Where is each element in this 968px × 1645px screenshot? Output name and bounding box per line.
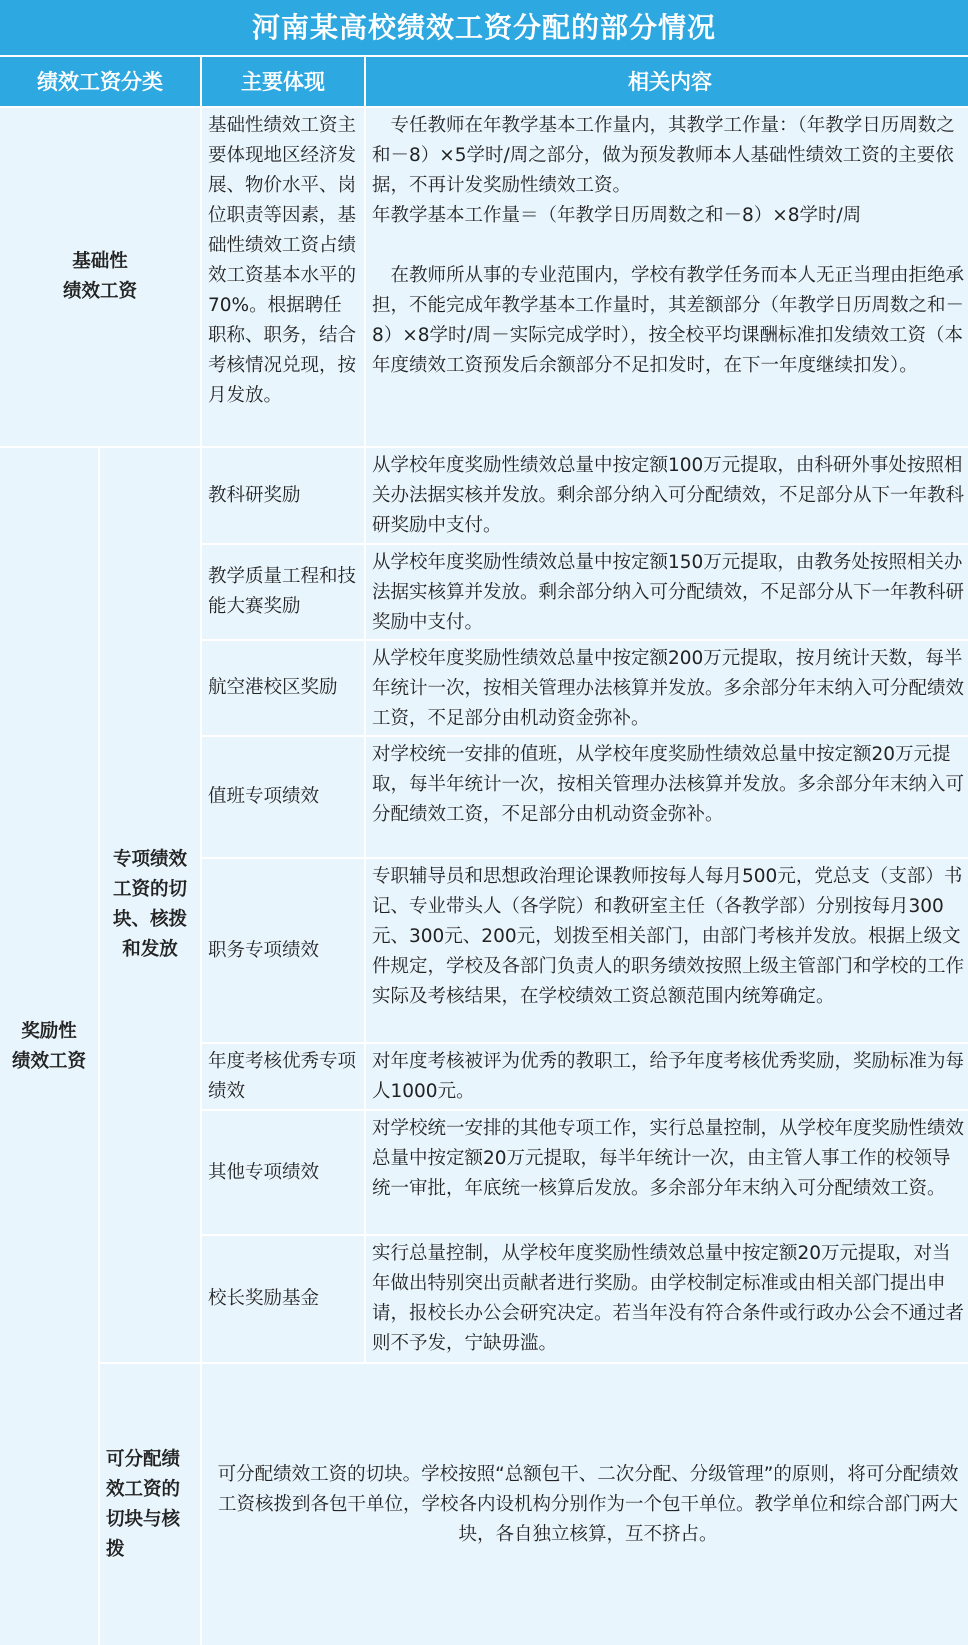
special-group-label: 专项绩效工资的切块、核拨和发放 xyxy=(100,448,200,1362)
item-name: 教学质量工程和技能大赛奖励 xyxy=(202,545,364,639)
item-name: 航空港校区奖励 xyxy=(202,641,364,735)
header-embodiment: 主要体现 xyxy=(202,57,364,106)
basic-content-p1: 专任教师在年教学基本工作量内，其教学工作量：（年教学日历周数之和－8）×5学时/周之部分，做为预发教师本人基础性绩效工资的主要依据，不再计发奖励性绩效工资。 xyxy=(372,115,955,196)
allocable-content: 可分配绩效工资的切块。学校按照“总额包干、二次分配、分级管理”的原则，将可分配绩效工资核拨到各包干单位，学校各内设机构分别作为一个包干单位。教学单位和综合部门两大块，各自独立核算，互不挤占。 xyxy=(202,1364,968,1645)
item-name: 职务专项绩效 xyxy=(202,859,364,1042)
basic-category: 基础性 绩效工资 xyxy=(0,108,200,446)
allocable-group-label: 可分配绩效工资的切块与核拨 xyxy=(100,1364,200,1645)
basic-content-p2: 年教学基本工作量＝（年教学日历周数之和－8）×8学时/周 xyxy=(372,205,862,226)
item-content: 对年度考核被评为优秀的教职工，给予年度考核优秀奖励，奖励标准为每人1000元。 xyxy=(366,1044,968,1109)
item-name: 教科研奖励 xyxy=(202,448,364,543)
basic-content xyxy=(366,108,968,446)
basic-content-p3: 在教师所从事的专业范围内，学校有教学任务而本人无正当理由拒绝承担，不能完成年教学基本工作量时，其差额部分（年教学日历周数之和－8）×8学时/周－实际完成学时），按全校平均课酬标准扣发绩效工资（本年度绩效工资预发后余额部分不足扣发时，在下一年度继续扣发）。 xyxy=(372,265,965,376)
item-content: 专职辅导员和思想政治理论课教师按每人每月500元，党总支（支部）书记、专业带头人（各学院）和教研室主任（各教学部）分别按每月300元、300元、200元，划拨至相关部门，由部门考核并发放。根据上级文件规定，学校及各部门负责人的职务绩效按照上级主管部门和学校的工作实际及考核结果，在学校绩效工资总额范围内统筹确定。 xyxy=(366,859,968,1042)
basic-embodiment: 基础性绩效工资主要体现地区经济发展、物价水平、岗位职责等因素，基础性绩效工资占绩效工资基本水平的70%。根据聘任职称、职务，结合考核情况兑现，按月发放。 xyxy=(202,108,364,446)
allocation-table xyxy=(0,57,968,1627)
page-title: 河南某高校绩效工资分配的部分情况 xyxy=(0,0,968,55)
item-name: 校长奖励基金 xyxy=(202,1236,364,1362)
item-name: 值班专项绩效 xyxy=(202,737,364,857)
item-content: 从学校年度奖励性绩效总量中按定额100万元提取，由科研外事处按照相关办法据实核并发放。剩余部分纳入可分配绩效，不足部分从下一年教科研奖励中支付。 xyxy=(366,448,968,543)
item-content: 对学校统一安排的其他专项工作，实行总量控制，从学校年度奖励性绩效总量中按定额20万元提取，每半年统计一次，由主管人事工作的校领导统一审批，年底统一核算后发放。多余部分年末纳入可分配绩效工资。 xyxy=(366,1111,968,1234)
item-content: 从学校年度奖励性绩效总量中按定额150万元提取，由教务处按照相关办法据实核算并发放。剩余部分纳入可分配绩效，不足部分从下一年教科研奖励中支付。 xyxy=(366,545,968,639)
item-content: 从学校年度奖励性绩效总量中按定额200万元提取，按月统计天数，每半年统计一次，按相关管理办法核算并发放。多余部分年末纳入可分配绩效工资，不足部分由机动资金弥补。 xyxy=(366,641,968,735)
header-category: 绩效工资分类 xyxy=(0,57,200,106)
reward-category: 奖励性 绩效工资 xyxy=(0,448,98,1645)
item-name: 年度考核优秀专项绩效 xyxy=(202,1044,364,1109)
header-content: 相关内容 xyxy=(366,57,968,106)
item-content: 对学校统一安排的值班，从学校年度奖励性绩效总量中按定额20万元提取，每半年统计一次，按相关管理办法核算并发放。多余部分年末纳入可分配绩效工资，不足部分由机动资金弥补。 xyxy=(366,737,968,857)
item-name: 其他专项绩效 xyxy=(202,1111,364,1234)
spacer xyxy=(372,231,968,261)
item-content: 实行总量控制，从学校年度奖励性绩效总量中按定额20万元提取，对当年做出特别突出贡献者进行奖励。由学校制定标准或由相关部门提出申请，报校长办公会研究决定。若当年没有符合条件或行政办公会不通过者则不予发，宁缺毋滥。 xyxy=(366,1236,968,1362)
